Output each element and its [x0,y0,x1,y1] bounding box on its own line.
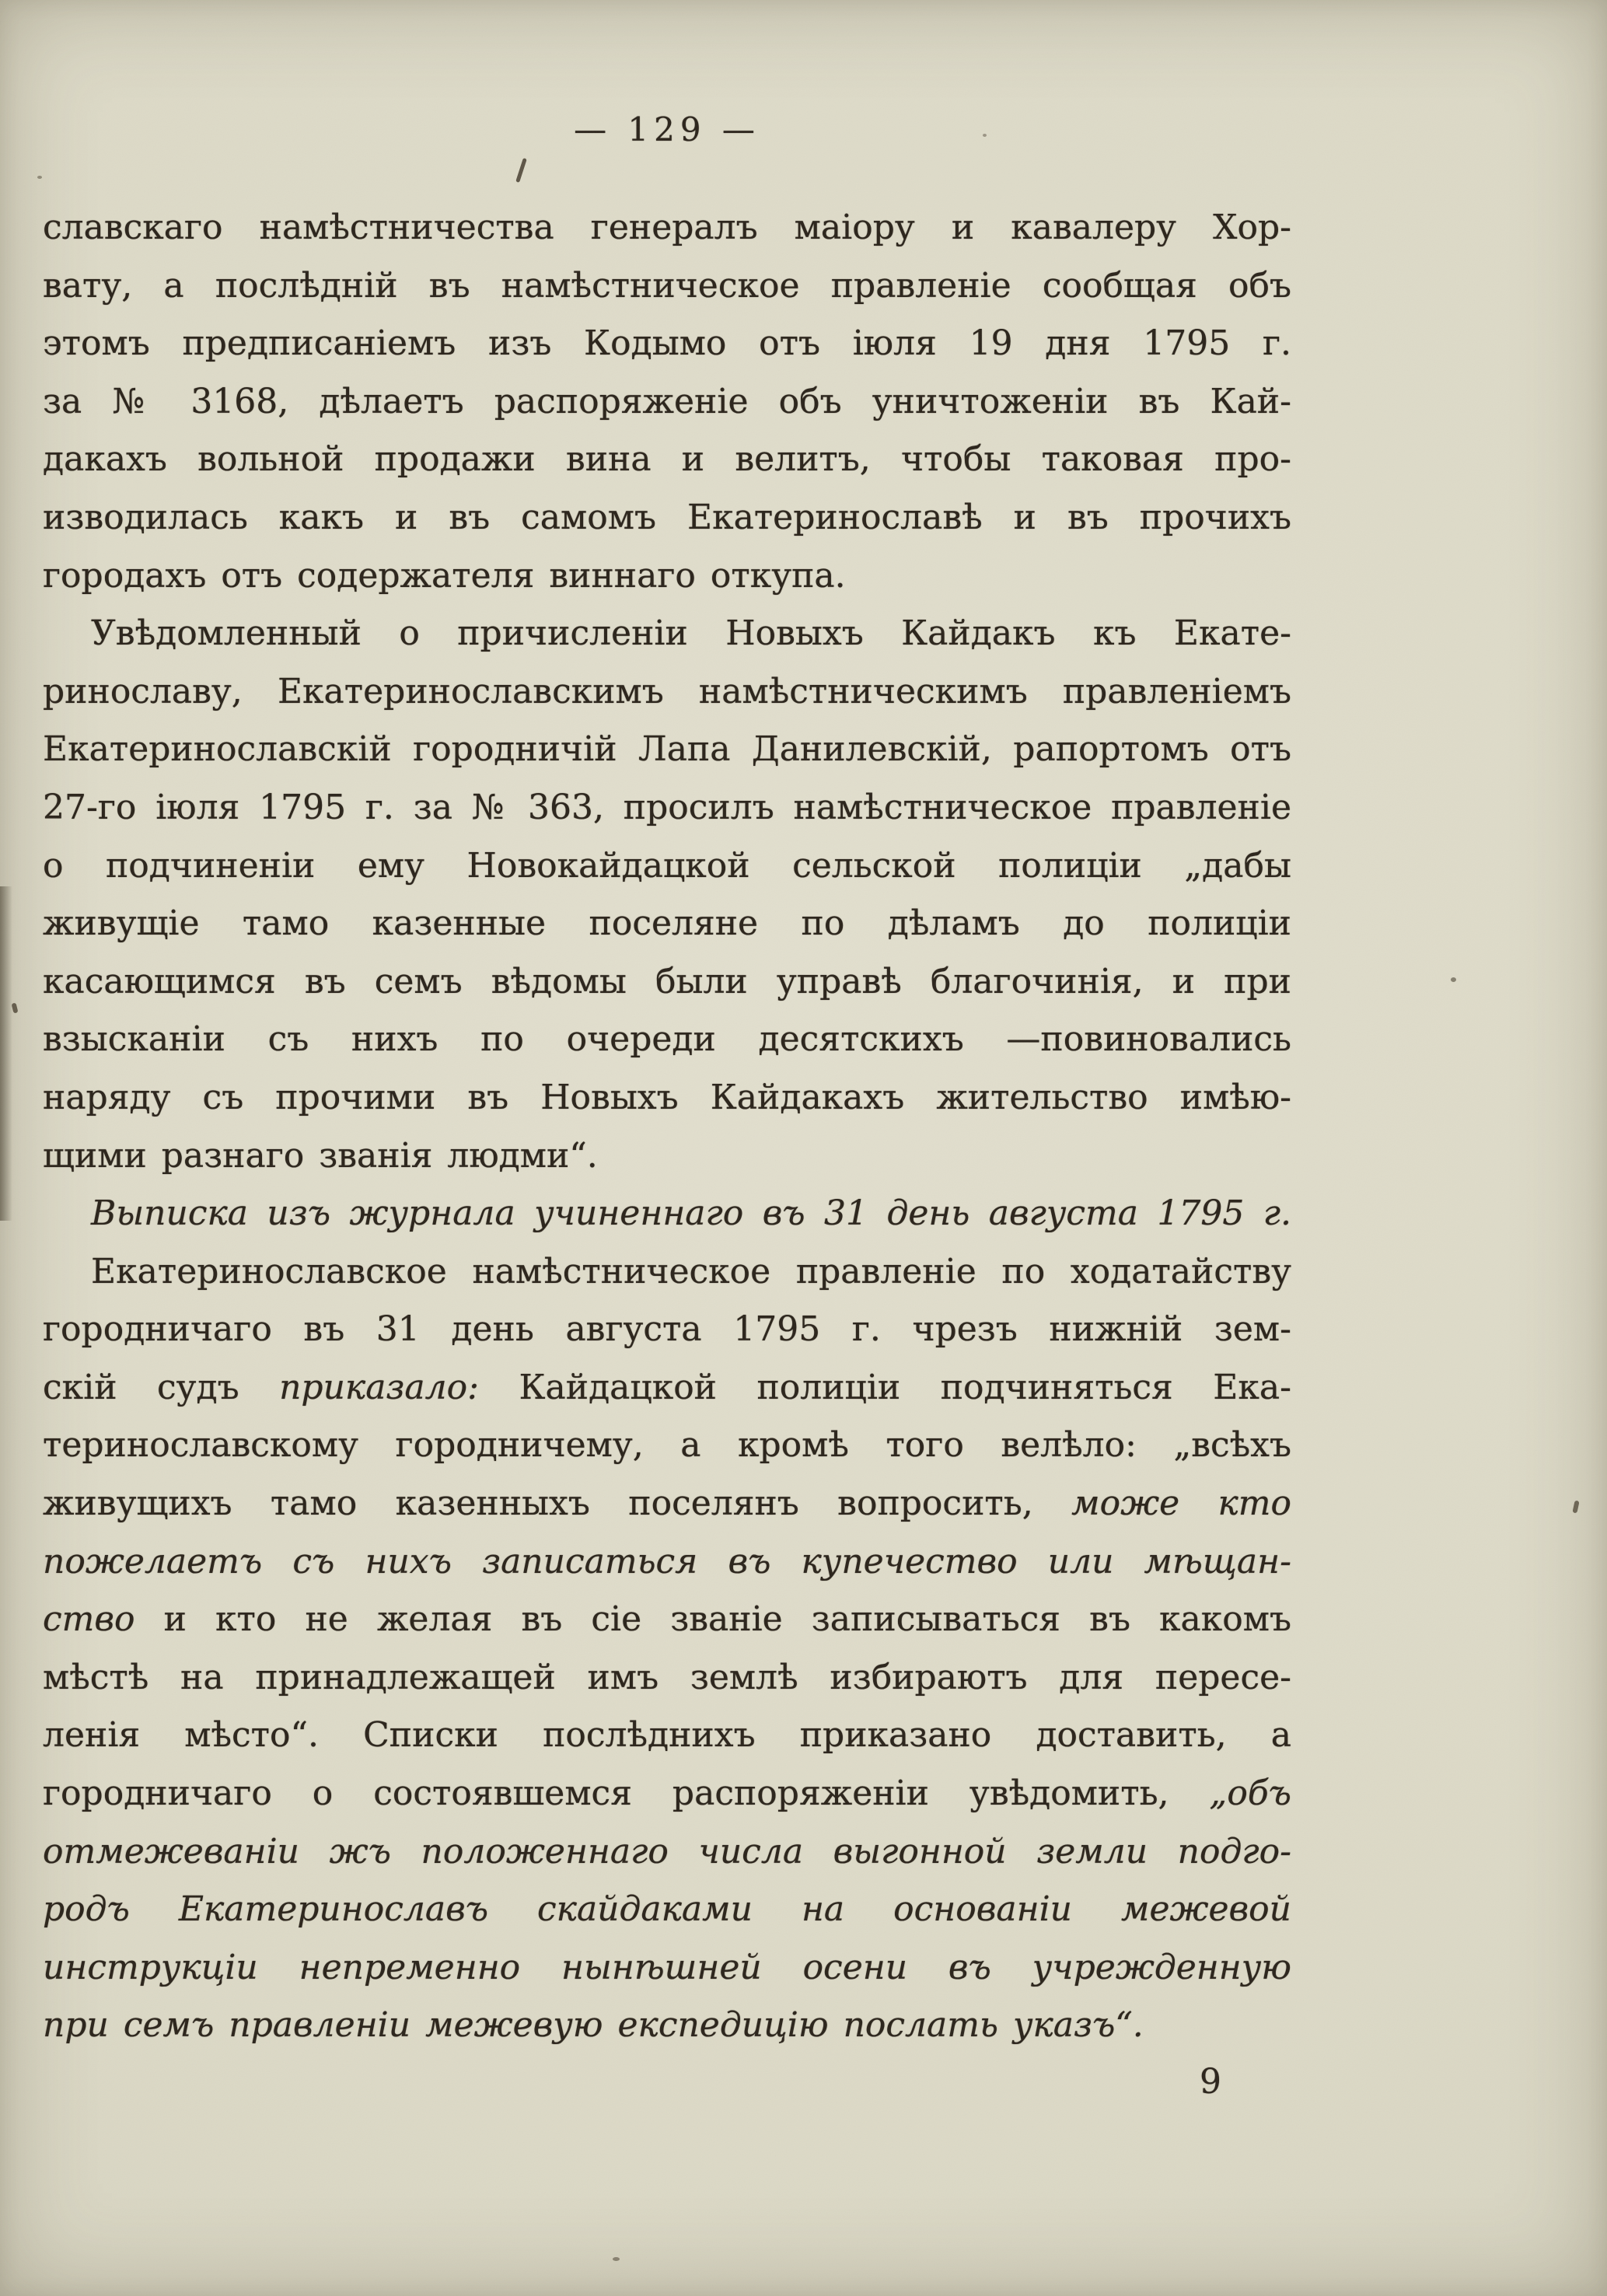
body-text-segment: теринославскому городничему, а кромѣ того велѣло: „всѣхъ [43,1425,1291,1466]
scan-artifact-speck [1572,1501,1579,1514]
body-text-segment: изводилась какъ и въ самомъ Екатеринославѣ и въ прочихъ [43,497,1291,537]
body-text-segment: касающимся въ семъ вѣдомы были управѣ благочинія, и при [43,961,1291,1001]
body-text-segment: 27-го іюля 1795 г. за № 363, просилъ намѣстническое правленіе [43,787,1291,827]
text-line [43,895,1291,953]
body-text-segment: живущихъ тамо казенныхъ поселянъ вопросить, [43,1483,1072,1524]
body-text-segment: городахъ отъ содержателя виннаго откупа. [43,555,846,596]
text-line [43,489,1291,547]
text-line [43,1359,1291,1417]
text-line [43,663,1291,722]
italic-text-segment: приказало: [279,1367,479,1407]
body-text-segment: славскаго намѣстничества генералъ маіору и кавалеру Хор- [43,208,1291,247]
italic-text-segment: Выписка изъ журнала учиненнаго въ 31 день августа 1795 г. [91,1193,1291,1234]
text-line [43,1591,1291,1649]
signature-mark: 9 [1200,2062,1221,2102]
text-line [43,1475,1291,1533]
text-line [43,199,1291,257]
scan-edge-shadow [0,886,12,1221]
text-line [43,779,1291,837]
text-line [43,1765,1291,1823]
scan-artifact-speck [613,2257,620,2261]
body-text-segment: Увѣдомленный о причисленіи Новыхъ Кайдакъ къ Екате- [91,613,1291,654]
text-line [43,953,1291,1012]
italic-text-segment: при семъ правленіи межевую експедицію послать указъ“. [43,2005,1144,2046]
text-line [43,1881,1291,1939]
italic-text-segment: отмежеваніи жъ положеннаго числа выгонной земли подго- [43,1831,1291,1871]
text-line [43,1707,1291,1765]
body-text-segment: Екатеринославскій городничій Лапа Данилевскій, рапортомъ отъ [43,729,1291,770]
italic-text-segment: „объ [1209,1774,1291,1814]
text-line [43,1417,1291,1475]
text-line [43,1243,1291,1302]
scan-artifact-speck [12,1002,19,1013]
page-number: — 129 — [574,110,760,149]
text-line [43,1997,1291,2055]
text-line [43,257,1291,316]
scan-artifact-stroke [515,158,527,183]
body-text-segment: дакахъ вольной продажи вина и велитъ, чтобы таковая про- [43,439,1291,480]
body-text-segment: за № 3168, дѣлаетъ распоряженіе объ уничтоженіи въ Кай- [43,381,1291,421]
text-line [43,1939,1291,1997]
italic-text-segment: родъ Екатеринославъ скайдаками на основаніи межевой [43,1889,1291,1930]
italic-text-segment: пожелаетъ съ нихъ записаться въ купечество или мѣщан- [43,1541,1291,1581]
text-line [43,1185,1291,1243]
text-block [43,199,1291,2055]
body-text-segment: Екатеринославское намѣстническое правленіе по ходатайству [91,1251,1291,1291]
body-text-segment: мѣстѣ на принадлежащей имъ землѣ избираютъ для пересе- [43,1657,1291,1697]
scan-artifact-speck [983,134,987,137]
text-line [43,1823,1291,1882]
body-text-segment: взысканіи съ нихъ по очереди десятскихъ —повиновались [43,1019,1291,1060]
text-line [43,837,1291,896]
text-line [43,1301,1291,1359]
text-line [43,1069,1291,1127]
text-line [43,721,1291,779]
text-line [43,373,1291,432]
text-line [43,1649,1291,1707]
text-line [43,547,1291,606]
body-text-segment: наряду съ прочими въ Новыхъ Кайдакахъ жительство имѣю- [43,1077,1291,1117]
body-text-segment: городничаго въ 31 день августа 1795 г. чрезъ нижній зем- [43,1309,1291,1350]
body-text-segment: вату, а послѣдній въ намѣстническое правленіе сообщая объ [43,265,1291,306]
body-text-segment: Кайдацкой полиціи подчиняться Ека- [479,1367,1291,1407]
body-text-segment: ринославу, Екатеринославскимъ намѣстническимъ правленіемъ [43,671,1291,711]
body-text-segment: этомъ предписаніемъ изъ Кодымо отъ іюля 19 дня 1795 г. [43,323,1291,364]
text-line [43,431,1291,489]
italic-text-segment: може кто [1071,1483,1291,1524]
body-text-segment: скій судъ [43,1367,280,1407]
scan-artifact-speck [1451,977,1456,982]
body-text-segment: живущіе тамо казенные поселяне по дѣламъ до полиціи [43,903,1291,944]
body-text-segment: городничаго о состоявшемся распоряженіи увѣдомить, [43,1774,1210,1814]
body-text-segment: о подчиненіи ему Новокайдацкой сельской полиціи „дабы [43,845,1291,886]
text-line [43,315,1291,373]
text-line [43,1011,1291,1069]
italic-text-segment: ство [43,1599,135,1640]
body-text-segment: ленія мѣсто“. Списки послѣднихъ приказано доставить, а [43,1715,1291,1756]
body-text-segment: щими разнаго званія людми“. [43,1135,598,1176]
body-text-segment: и кто не желая въ сіе званіе записываться въ какомъ [134,1599,1291,1640]
italic-text-segment: инструкціи непременно нынѣшней осени въ учрежденную [43,1947,1291,1987]
text-line [43,1533,1291,1592]
text-line [43,605,1291,663]
text-line [43,1127,1291,1186]
scan-artifact-speck [37,176,42,179]
